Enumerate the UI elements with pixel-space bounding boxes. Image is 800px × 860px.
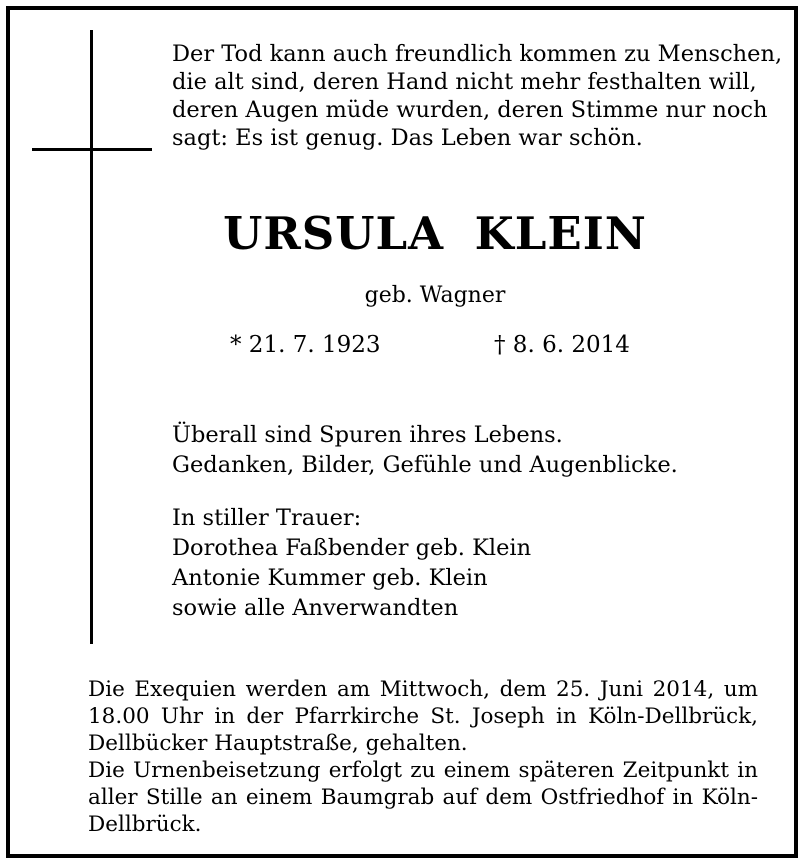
exequies-line: 18.00 Uhr in der Pfarrkirche St. Joseph in Köln-Dellbrück, (88, 704, 758, 729)
obituary-notice (6, 6, 798, 858)
motto-line: Der Tod kann auch freundlich kommen zu Menschen, (172, 41, 783, 67)
urn-burial-line: Dellbrück. (88, 812, 202, 837)
mourners-heading: In stiller Trauer: (172, 505, 362, 531)
exequies-line: Die Exequien werden am Mittwoch, dem 25. Juni 2014, um (88, 677, 758, 702)
motto-line: die alt sind, deren Hand nicht mehr festhalten will, (172, 69, 757, 95)
urn-burial-line: Die Urnenbeisetzung erfolgt zu einem späteren Zeitpunkt in (88, 758, 758, 783)
mourner-name: Antonie Kummer geb. Klein (172, 565, 488, 591)
motto-line: sagt: Es ist genug. Das Leben war schön. (172, 125, 643, 151)
birth-date: * 21. 7. 1923 (230, 332, 381, 358)
poem-line: Überall sind Spuren ihres Lebens. (172, 422, 563, 448)
cross-horizontal-bar (32, 148, 152, 151)
memorial-poem (172, 420, 678, 480)
mourner-name: Dorothea Faßbender geb. Klein (172, 535, 532, 561)
death-date: † 8. 6. 2014 (494, 332, 630, 358)
exequies-line: Dellbücker Hauptstraße, gehalten. (88, 731, 468, 756)
mourners-list (172, 503, 531, 623)
motto-verse (172, 40, 783, 152)
funeral-details (88, 676, 758, 838)
poem-line: Gedanken, Bilder, Gefühle und Augenblicke. (172, 452, 678, 478)
mourner-name: sowie alle Anverwandten (172, 595, 459, 621)
motto-line: deren Augen müde wurden, deren Stimme nur noch (172, 97, 768, 123)
deceased-name: URSULA KLEIN (223, 207, 647, 260)
urn-burial-line: aller Stille an einem Baumgrab auf dem Ostfriedhof in Köln- (88, 785, 758, 810)
cross-vertical-bar (90, 30, 93, 644)
maiden-name: geb. Wagner (364, 283, 506, 308)
